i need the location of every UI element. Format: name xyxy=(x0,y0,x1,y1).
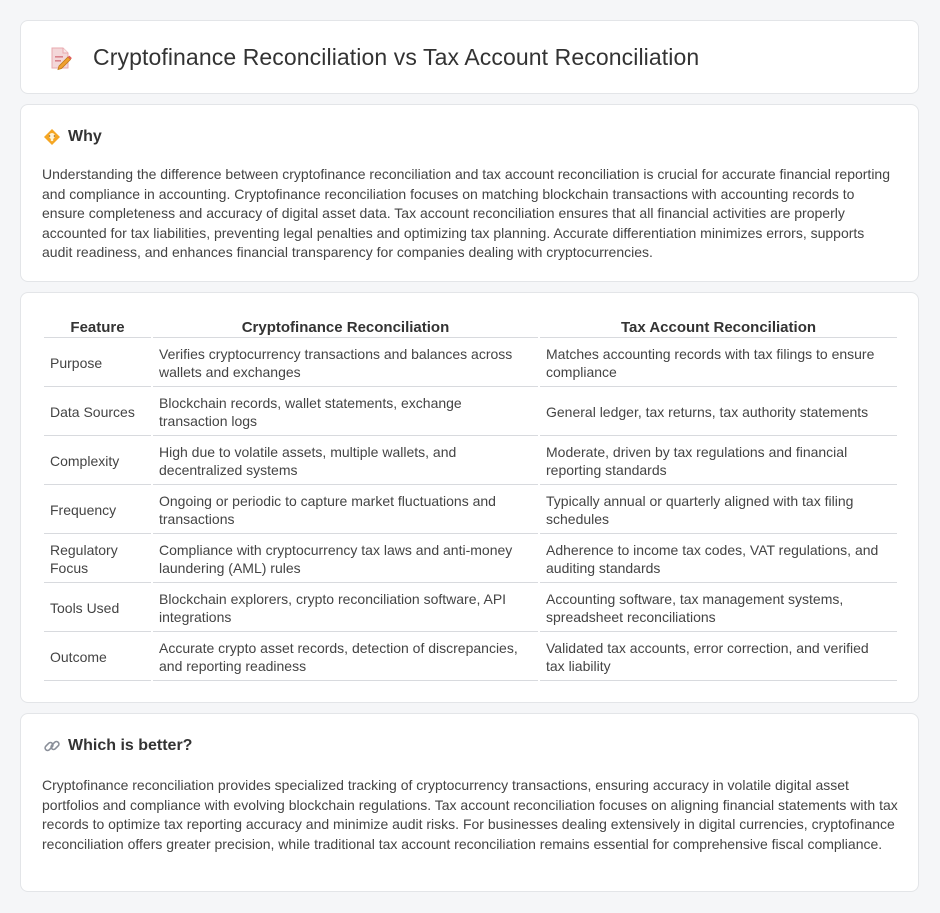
row-crypto: Compliance with cryptocurrency tax laws and anti-money laundering (AML) rules xyxy=(153,534,538,583)
row-feature: Tools Used xyxy=(44,583,151,632)
header-tax: Tax Account Reconciliation xyxy=(540,317,897,338)
header-crypto: Cryptofinance Reconciliation xyxy=(153,317,538,338)
link-icon xyxy=(43,737,61,755)
row-feature: Complexity xyxy=(44,436,151,485)
title-card xyxy=(20,20,919,94)
better-header xyxy=(43,737,192,755)
row-crypto: Ongoing or periodic to capture market fluctuations and transactions xyxy=(153,485,538,534)
row-feature: Data Sources xyxy=(44,387,151,436)
table-row xyxy=(44,583,897,632)
table-row xyxy=(44,534,897,583)
why-text: Understanding the difference between cryptofinance reconciliation and tax account reconciliation is crucial for accurate financial reporting and compliance in accounting. Cryptofinance reconciliation focuses on matching blockchain transactions with accounting records to ensure completeness and accuracy of digital asset data. Tax account reconciliation ensures that all financial activities are properly accounted for tax liabilities, preventing legal penalties and optimizing tax planning. Accurate differentiation minimizes errors, supports audit readiness, and enhances financial transparency for companies dealing with cryptocurrencies. xyxy=(42,166,891,261)
title-row xyxy=(47,44,699,71)
why-section xyxy=(20,104,919,282)
table-row xyxy=(44,485,897,534)
header-feature: Feature xyxy=(44,317,151,338)
row-tax: Moderate, driven by tax regulations and financial reporting standards xyxy=(540,436,897,485)
row-tax: Typically annual or quarterly aligned with tax filing schedules xyxy=(540,485,897,534)
comparison-table xyxy=(42,317,899,681)
row-crypto: High due to volatile assets, multiple wallets, and decentralized systems xyxy=(153,436,538,485)
row-feature: Outcome xyxy=(44,632,151,681)
better-text: Cryptofinance reconciliation provides specialized tracking of cryptocurrency transactions, ensuring accuracy in volatile digital asset portfolios and compliance with evolving blockchain regulations. Tax account reconciliation focuses on aligning financial statements with tax records to optimize tax reporting accuracy and minimize audit risks. For businesses dealing extensively in digital currencies, cryptofinance reconciliation offers greater precision, while traditional tax account reconciliation remains essential for comprehensive fiscal compliance. xyxy=(42,777,898,852)
table-header-row xyxy=(44,317,897,338)
row-tax: Adherence to income tax codes, VAT regulations, and auditing standards xyxy=(540,534,897,583)
row-tax: General ledger, tax returns, tax authority statements xyxy=(540,387,897,436)
row-tax: Validated tax accounts, error correction, and verified tax liability xyxy=(540,632,897,681)
document-edit-icon xyxy=(47,45,73,71)
table-row xyxy=(44,387,897,436)
which-is-better-section xyxy=(20,713,919,892)
table-row xyxy=(44,632,897,681)
row-crypto: Verifies cryptocurrency transactions and balances across wallets and exchanges xyxy=(153,338,538,387)
lightbulb-diamond-icon xyxy=(43,128,61,146)
better-title: Which is better? xyxy=(68,737,193,754)
page-title: Cryptofinance Reconciliation vs Tax Account Reconciliation xyxy=(93,44,700,70)
comparison-section xyxy=(20,292,919,703)
row-crypto: Accurate crypto asset records, detection of discrepancies, and reporting readiness xyxy=(153,632,538,681)
table-row xyxy=(44,436,897,485)
row-tax: Accounting software, tax management systems, spreadsheet reconciliations xyxy=(540,583,897,632)
row-feature: Regulatory Focus xyxy=(44,534,151,583)
why-header xyxy=(43,128,102,146)
why-title: Why xyxy=(68,128,102,145)
row-crypto: Blockchain explorers, crypto reconciliation software, API integrations xyxy=(153,583,538,632)
row-feature: Frequency xyxy=(44,485,151,534)
table-row xyxy=(44,338,897,387)
row-crypto: Blockchain records, wallet statements, exchange transaction logs xyxy=(153,387,538,436)
row-feature: Purpose xyxy=(44,338,151,387)
row-tax: Matches accounting records with tax filings to ensure compliance xyxy=(540,338,897,387)
